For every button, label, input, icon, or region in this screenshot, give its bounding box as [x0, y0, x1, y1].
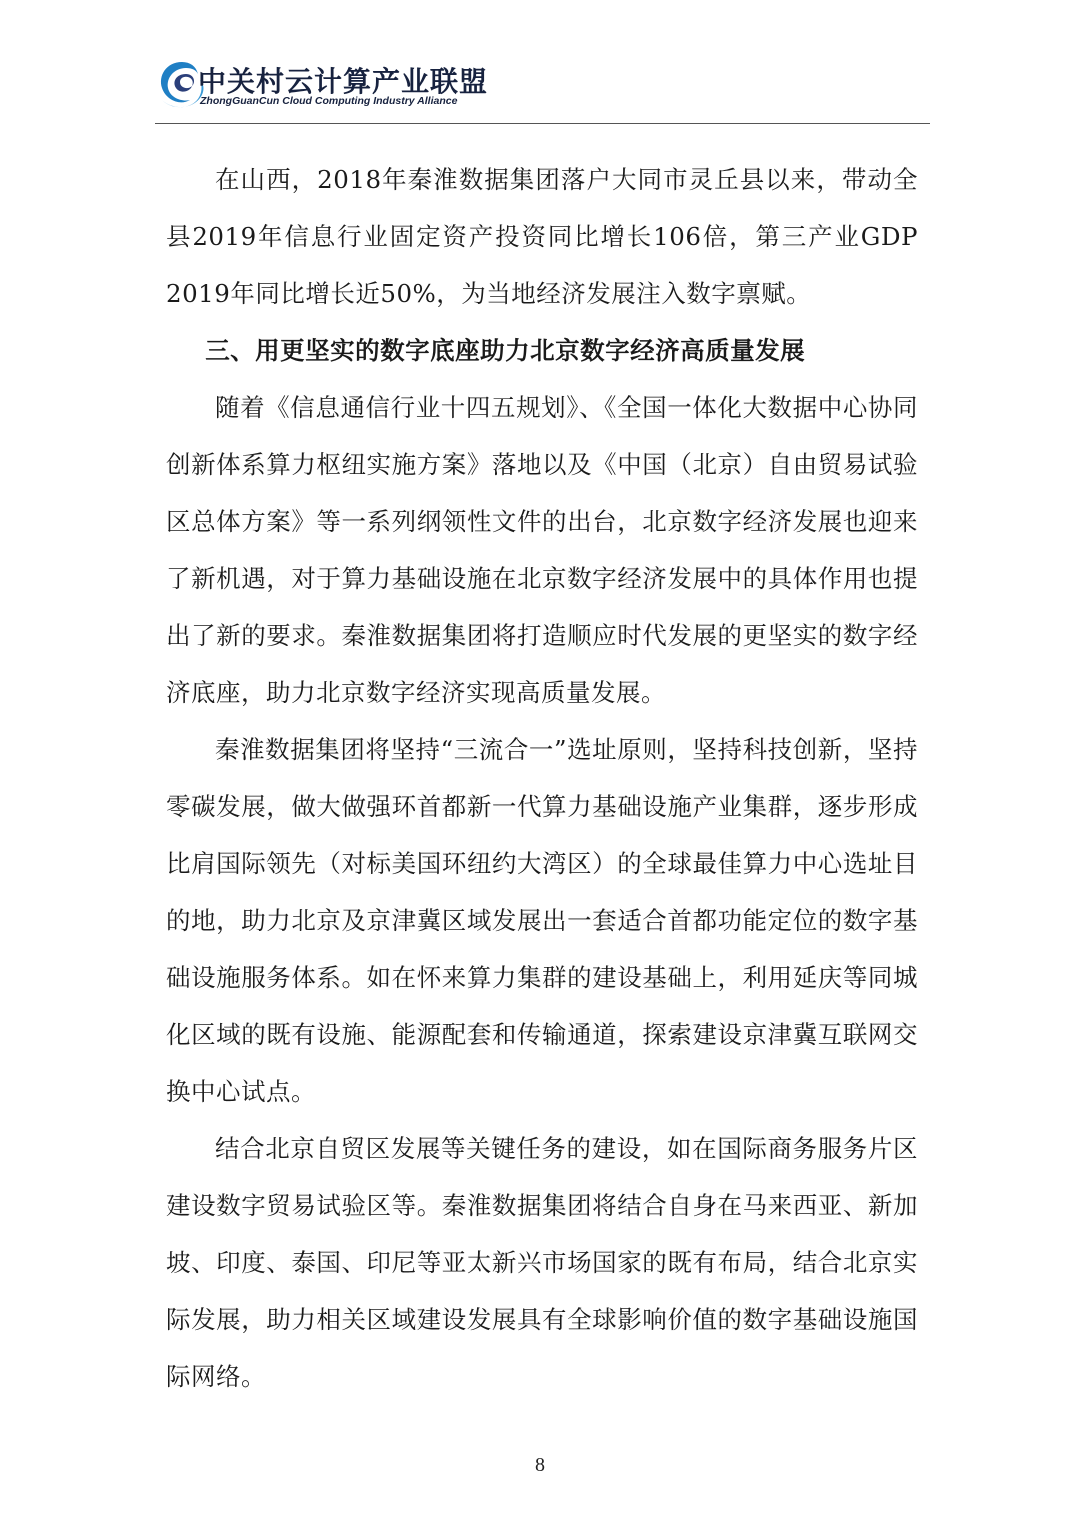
page-header [152, 52, 932, 124]
paragraph-policy: 随着《信息通信行业十四五规划》、《全国一体化大数据中心协同创新体系算力枢纽实施方案》落地以及《中国（北京）自由贸易试验区总体方案》等一系列纲领性文件的出台，北京数字经济发展也迎来了新机遇，对于算力基础设施在北京数字经济发展中的具体作用也提出了新的要求。秦淮数据集团将打造顺应时代发展的更坚实的数字经济底座，助力北京数字经济实现高质量发展。 [166, 393, 918, 707]
logo-title: 中关村云计算产业联盟 [198, 65, 489, 98]
page-number: 8 [535, 1454, 545, 1476]
document-body [166, 151, 918, 1405]
paragraph-site-selection: 秦淮数据集团将坚持“三流合一”选址原则，坚持科技创新，坚持零碳发展，做大做强环首都新一代算力基础设施产业集群，逐步形成比肩国际领先（对标美国环纽约大湾区）的全球最佳算力中心选址目的地，助力北京及京津冀区域发展出一套适合首都功能定位的数字基础设施服务体系。如在怀来算力集群的建设基础上，利用延庆等同城化区域的既有设施、能源配套和传输通道，探索建设京津冀互联网交换中心试点。 [166, 735, 918, 1106]
section-heading: 三、用更坚实的数字底座助力北京数字经济高质量发展 [205, 336, 806, 365]
paragraph-free-trade-zone: 结合北京自贸区发展等关键任务的建设，如在国际商务服务片区建设数字贸易试验区等。秦淮数据集团将结合自身在马来西亚、新加坡、印度、泰国、印尼等亚太新兴市场国家的既有布局，结合北京实际发展，助力相关区域建设发展具有全球影响价值的数字基础设施国际网络。 [166, 1134, 918, 1391]
logo-subtitle: ZhongGuanCun Cloud Computing Industry Alliance [200, 95, 458, 107]
header-divider [155, 123, 930, 124]
paragraph-shanxi: 在山西，2018年秦淮数据集团落户大同市灵丘县以来，带动全县2019年信息行业固定资产投资同比增长106倍，第三产业GDP 2019年同比增长近50%，为当地经济发展注入数字禀赋。 [166, 165, 918, 308]
